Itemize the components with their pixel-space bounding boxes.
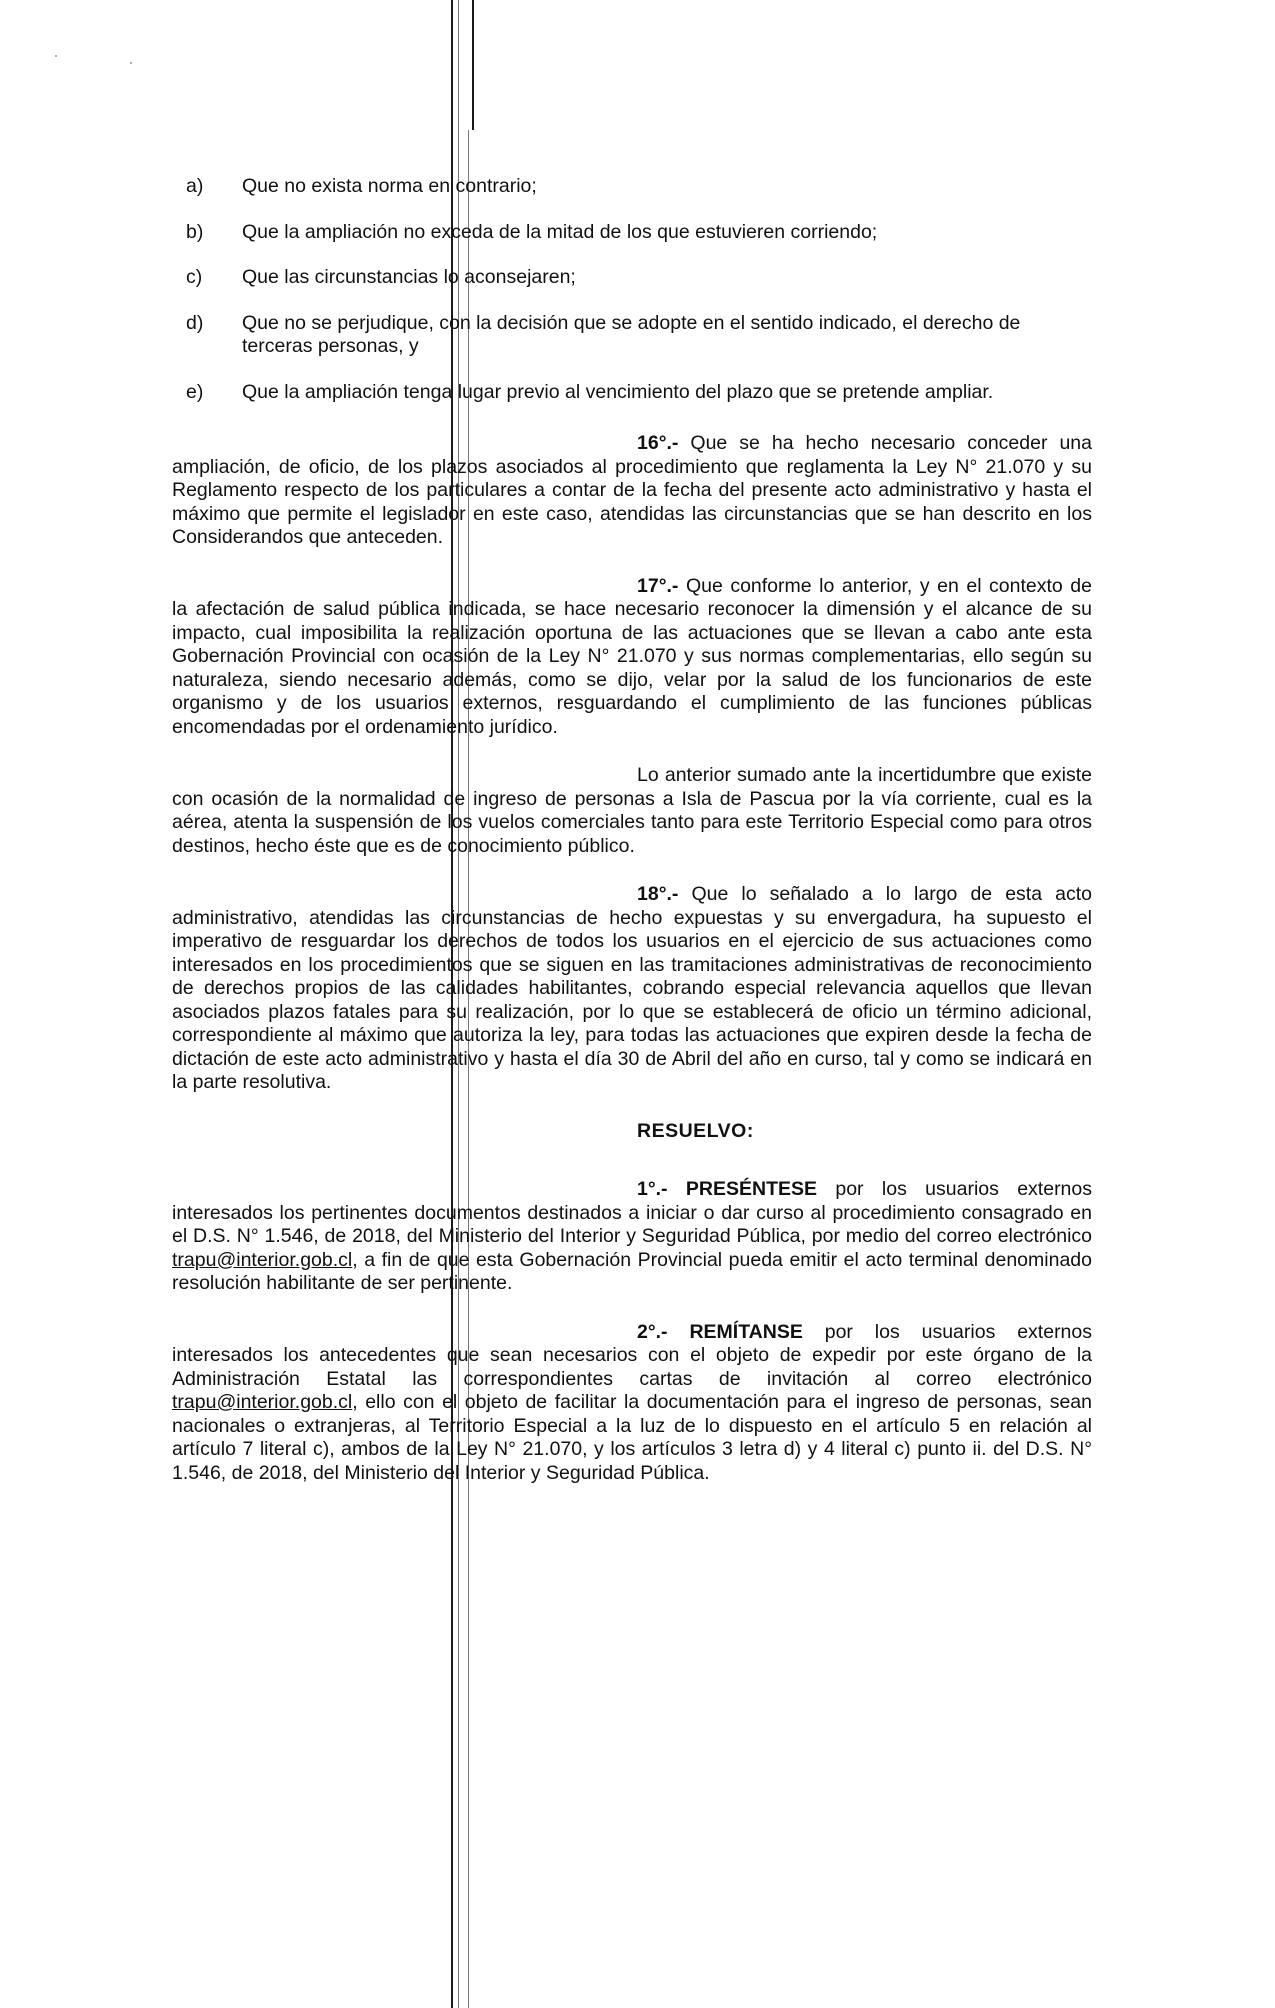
list-letter: c): [186, 266, 203, 288]
list-text: Que no se perjudique, con la decisión que se adopte en el sentido indicado, el derecho de terceras personas, y: [242, 311, 1021, 357]
email-link[interactable]: trapu@interior.gob.cl: [172, 1391, 353, 1413]
list-text: Que la ampliación no exceda de la mitad de los que estuvieren corriendo;: [242, 220, 878, 243]
paragraph-16: [172, 432, 1092, 550]
email-link[interactable]: trapu@interior.gob.cl: [172, 1248, 353, 1271]
paragraph-number: 16°.-: [637, 432, 679, 454]
paragraph-text: Lo anterior sumado ante la incertidumbre que existe con ocasión de la normalidad de ingreso de personas a Isla de Pascua por la vía corriente, cual es la aérea, atenta la suspensión de los vuelos comerciales tanto para este Territorio Especial como para otros destinos, hecho éste que es de conocimiento público.: [172, 764, 1092, 857]
scan-line-right: [472, 0, 474, 130]
resolution-verb: REMÍTANSE: [689, 1320, 803, 1343]
list-item: [172, 312, 1092, 359]
paragraph-text: Que conforme lo anterior, y en el contexto de la afectación de salud pública indicada, se hace necesario reconocer la dimensión y el alcance de su impacto, cual imposibilita la realización oportuna de las actuaciones que se llevan a cabo ante esta Gobernación Provincial con ocasión de la Ley N° 21.070 y sus normas complementarias, ello según su naturaleza, siendo necesario además, como se dijo, velar por la salud de los funcionarios de este organismo y de los usuarios externos, resguardando el cumplimiento de las funciones públicas encomendadas por el ordenamiento jurídico.: [172, 574, 1092, 738]
resuelvo-heading: RESUELVO:: [637, 1119, 754, 1142]
paragraph-number: 18°.-: [637, 883, 679, 905]
resolution-text: por los usuarios externos interesados los antecedentes que sean necesarios con el objeto de expedir por este órgano de la Administración Estatal las correspondientes cartas de invitación al correo electrónico: [172, 1320, 1093, 1390]
paragraph-text: Que se ha hecho necesario conceder una ampliación, de oficio, de los plazos asociados al procedimiento que reglamenta la Ley N° 21.070 y su Reglamento respecto de los particulares a contar de la fecha del presente acto administrativo y hasta el máximo que permite el legislador en este caso, atendidas las circunstancias que se han descrito en los Considerandos que anteceden.: [172, 432, 1092, 548]
scan-speck: [55, 55, 57, 57]
resolution-1: [172, 1178, 1092, 1296]
resolution-text: por los usuarios externos interesados los pertinentes documentos destinados a iniciar o dar curso al procedimiento consagrado en el D.S. N° 1.546, de 2018, del Ministerio del Interior y Seguridad Pública, por medio del correo electrónico: [172, 1178, 1092, 1247]
list-item: [172, 175, 1092, 199]
paragraph-text: Que lo señalado a lo largo de esta acto administrativo, atendidas las circunstancias de hecho expuestas y su envergadura, ha supuesto el imperativo de resguardar los derechos de todos los usuarios en el ejercicio de sus actuaciones como interesados en los procedimientos que se siguen en las tramitaciones administrativas de reconocimiento de derechos propios de las calidades habilitantes, cobrando especial relevancia aquellos que llevan asociados plazos fatales para su realización, por lo que se establecerá de oficio un término adicional, correspondiente al máximo que autoriza la ley, para todas las actuaciones que expiren desde la fecha de dictación de este acto administrativo y hasta el día 30 de Abril del año en curso, tal y como se indicará en la parte resolutiva.: [172, 883, 1092, 1093]
document-body: [172, 175, 1092, 1510]
resolution-2: [172, 1321, 1092, 1486]
list-text: Que la ampliación tenga lugar previo al vencimiento del plazo que se pretende ampliar.: [242, 380, 994, 403]
paragraph-18: [172, 883, 1092, 1095]
resolution-verb: PRESÉNTESE: [685, 1178, 818, 1200]
paragraph-17-continuation: [172, 764, 1092, 858]
list-letter: e): [186, 380, 204, 403]
paragraph-number: 17°.-: [637, 574, 679, 597]
scan-speck: [130, 62, 132, 64]
list-text: Que no exista norma en contrario;: [242, 175, 537, 197]
list-item: [172, 381, 1092, 405]
list-letter: d): [186, 311, 204, 334]
list-letter: b): [186, 220, 204, 243]
paragraph-17: [172, 575, 1092, 740]
list-item: [172, 221, 1092, 245]
resolution-text: , a fin de que esta Gobernación Provincial pueda emitir el acto terminal denominado resolución habilitante de ser pertinente.: [172, 1248, 1092, 1294]
list-item: [172, 266, 1092, 290]
list-letter: a): [186, 175, 204, 197]
list-text: Que las circunstancias lo aconsejaren;: [242, 266, 576, 288]
resolution-number: 2°.-: [637, 1320, 668, 1343]
resolution-number: 1°.-: [637, 1178, 668, 1200]
resolution-text: , ello con el objeto de facilitar la documentación para el ingreso de personas, sean nacionales o extranjeras, al Territorio Especial a la luz de lo dispuesto en el artículo 5 en relación al artículo 7 literal c), ambos de la Ley N° 21.070, y los artículos 3 letra d) y 4 literal c) punto ii. del D.S. N° 1.546, de 2018, del Ministerio del Interior y Seguridad Pública.: [172, 1391, 1092, 1484]
